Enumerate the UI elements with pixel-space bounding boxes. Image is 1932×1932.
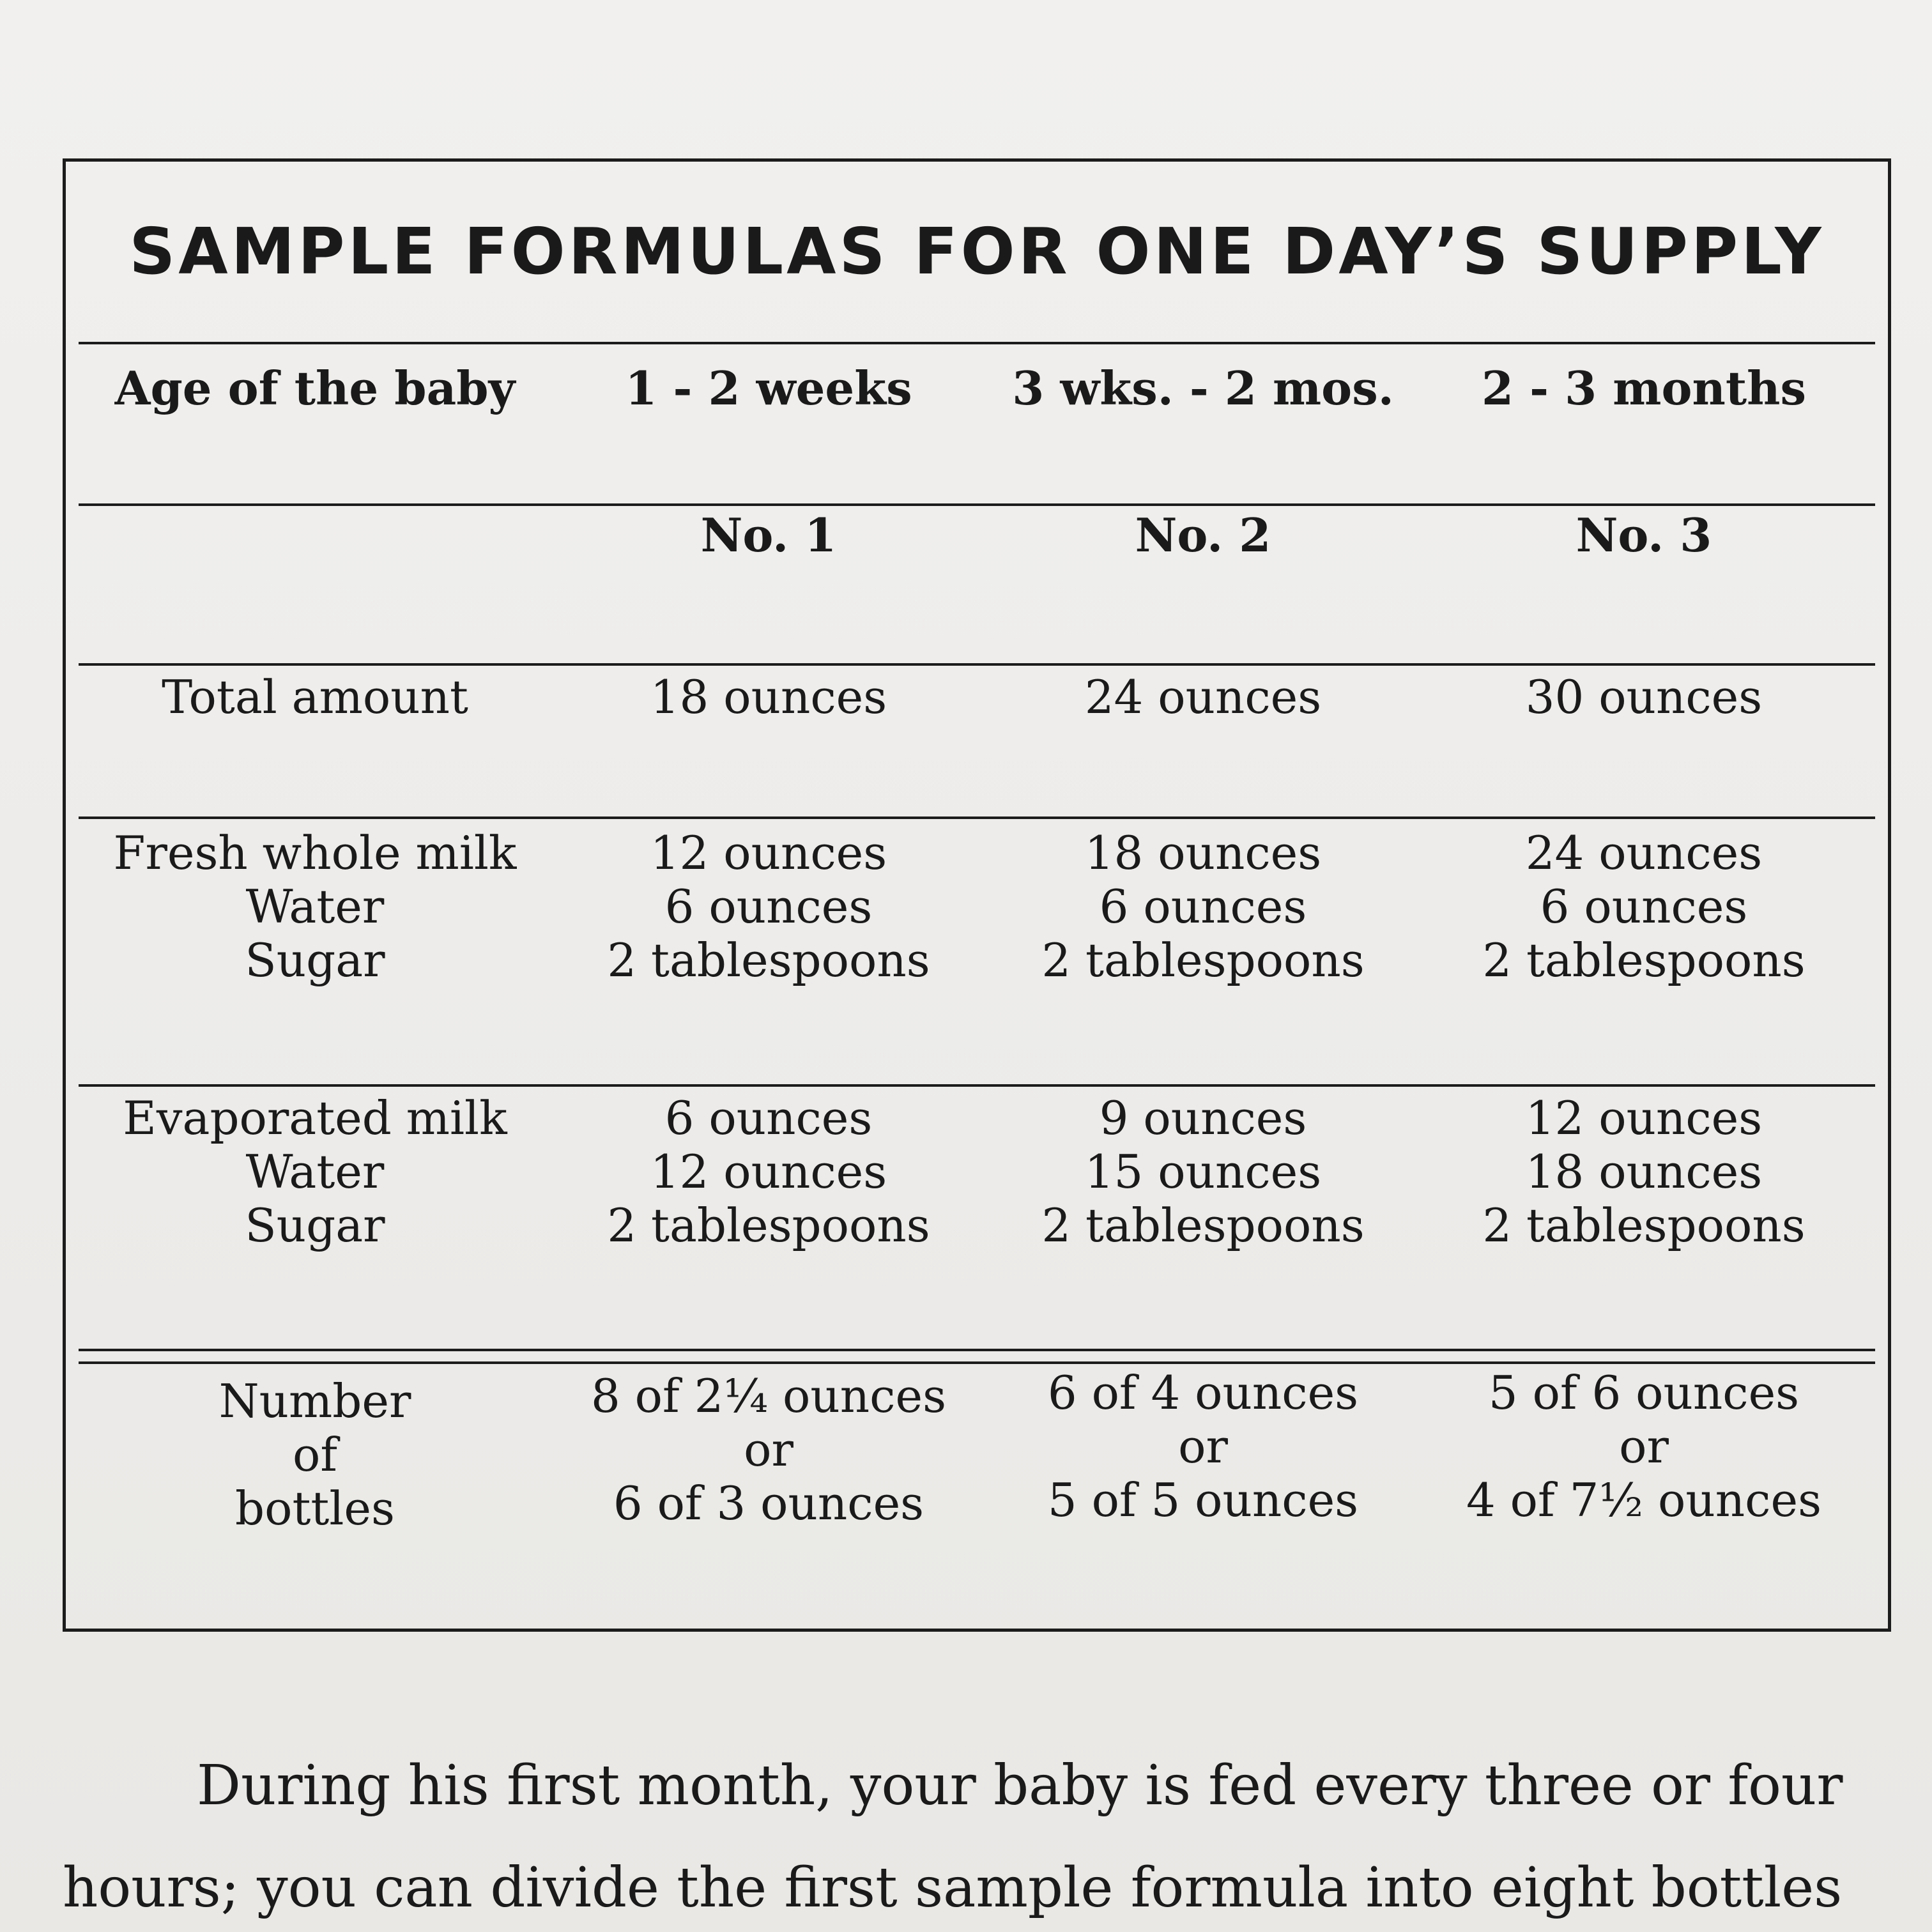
age-col-2: 3 wks. - 2 mos.: [1012, 361, 1394, 415]
formula-table: [63, 158, 1891, 1632]
bottles-or: or: [1619, 1420, 1669, 1473]
fresh-formula-2: [986, 826, 1420, 987]
sugar-amount: 2 tablespoons: [607, 933, 930, 987]
sugar-label: Sugar: [245, 933, 385, 987]
bottles-option: 4 of 7½ ounces: [1466, 1473, 1822, 1527]
table-divider: [79, 342, 1875, 344]
total-label: Total amount: [162, 670, 468, 724]
water-amount: 15 ounces: [1084, 1145, 1322, 1199]
formula-no-2: No. 2: [1135, 508, 1271, 562]
evaporated-milk-labels: [79, 1091, 551, 1252]
evaporated-milk-label: Evaporated milk: [123, 1091, 507, 1145]
sugar-amount: 2 tablespoons: [1482, 1199, 1805, 1252]
table-double-divider-top: [79, 1349, 1875, 1351]
sugar-amount: 2 tablespoons: [1482, 933, 1805, 987]
table-title: SAMPLE FORMULAS FOR ONE DAY’S SUPPLY: [129, 214, 1825, 289]
bottles-label-line: of: [293, 1428, 337, 1482]
evaporated-milk-amount: 6 ounces: [664, 1091, 873, 1145]
table-divider: [79, 1084, 1875, 1087]
total-value-2: 24 ounces: [1084, 670, 1322, 724]
sugar-amount: 2 tablespoons: [1041, 933, 1365, 987]
formula-no-3: No. 3: [1575, 508, 1712, 562]
fresh-milk-amount: 24 ounces: [1525, 826, 1763, 880]
water-amount: 18 ounces: [1525, 1145, 1763, 1199]
age-col-3: 2 - 3 months: [1482, 361, 1806, 415]
water-label: Water: [245, 880, 385, 933]
total-value-3: 30 ounces: [1525, 670, 1763, 724]
fresh-milk-label: Fresh whole milk: [113, 826, 517, 880]
fresh-formula-1: [551, 826, 986, 987]
bottles-label-line: bottles: [235, 1482, 395, 1535]
bottles-formula-3: [1420, 1366, 1867, 1527]
evaporated-milk-amount: 12 ounces: [1525, 1091, 1763, 1145]
bottles-or: or: [1178, 1420, 1228, 1473]
age-label: Age of the baby: [114, 361, 516, 415]
bottles-formula-1: [551, 1369, 986, 1530]
bottles-option: 6 of 3 ounces: [613, 1476, 924, 1530]
table-divider: [79, 816, 1875, 819]
sugar-label: Sugar: [245, 1199, 385, 1252]
fresh-milk-labels: [79, 826, 551, 987]
paragraph-line: hours; you can divide the first sample formula into eight bottles: [63, 1856, 1843, 1920]
bottles-labels: [79, 1374, 551, 1535]
fresh-milk-amount: 18 ounces: [1084, 826, 1322, 880]
fresh-formula-3: [1420, 826, 1867, 987]
bottles-formula-2: [986, 1366, 1420, 1527]
bottles-label-line: Number: [218, 1374, 411, 1428]
sugar-amount: 2 tablespoons: [1041, 1199, 1365, 1252]
bottles-option: 5 of 6 ounces: [1488, 1366, 1800, 1420]
evaporated-formula-3: [1420, 1091, 1867, 1252]
fresh-milk-amount: 12 ounces: [650, 826, 887, 880]
sugar-amount: 2 tablespoons: [607, 1199, 930, 1252]
paragraph-line: During his first month, your baby is fed every three or four: [197, 1754, 1843, 1818]
water-amount: 12 ounces: [650, 1145, 887, 1199]
evaporated-formula-1: [551, 1091, 986, 1252]
body-paragraph: [63, 1735, 1915, 1932]
water-amount: 6 ounces: [1099, 880, 1307, 933]
age-col-1: 1 - 2 weeks: [625, 361, 912, 415]
water-amount: 6 ounces: [1540, 880, 1748, 933]
bottles-option: 8 of 2¼ ounces: [590, 1369, 947, 1423]
bottles-option: 5 of 5 ounces: [1047, 1473, 1359, 1527]
water-amount: 6 ounces: [664, 880, 873, 933]
table-divider: [79, 503, 1875, 506]
evaporated-formula-2: [986, 1091, 1420, 1252]
formula-no-1: No. 1: [700, 508, 837, 562]
bottles-option: 6 of 4 ounces: [1047, 1366, 1359, 1420]
bottles-or: or: [744, 1423, 793, 1476]
water-label: Water: [245, 1145, 385, 1199]
table-double-divider-bottom: [79, 1361, 1875, 1364]
total-value-1: 18 ounces: [650, 670, 887, 724]
table-divider: [79, 663, 1875, 666]
evaporated-milk-amount: 9 ounces: [1099, 1091, 1307, 1145]
